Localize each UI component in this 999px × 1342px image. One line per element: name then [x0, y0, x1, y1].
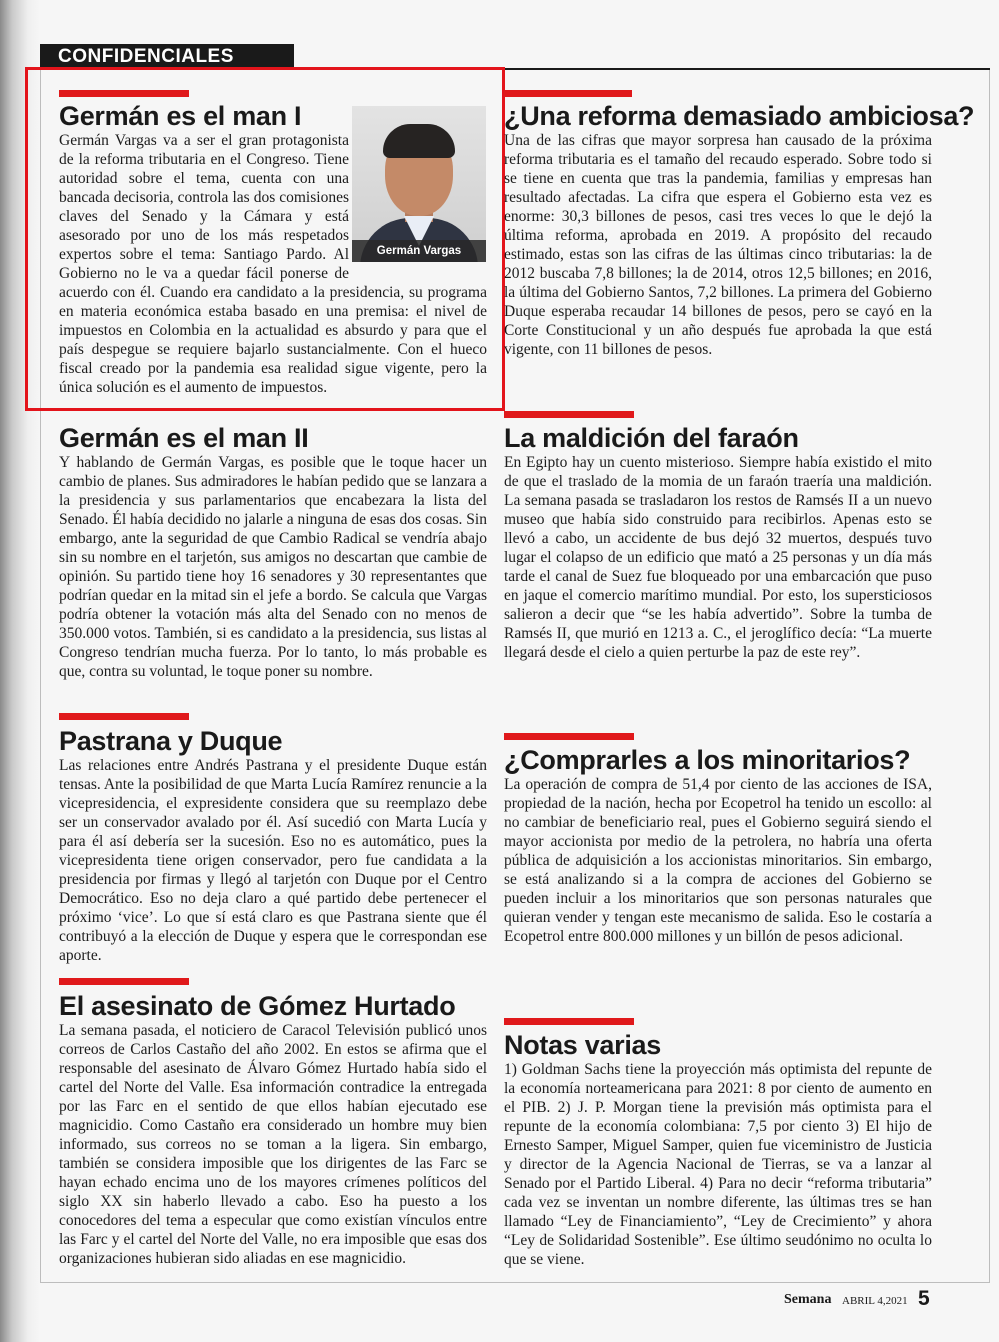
magazine-name: Semana: [784, 1292, 832, 1307]
article-title: ¿Una reforma demasiado ambiciosa?: [504, 101, 975, 131]
accent-bar: [504, 90, 632, 97]
page-number: 5: [918, 1287, 930, 1310]
article-body: En Egipto hay un cuento misterioso. Siempre había existido el mito de que el traslado de la momia de un faraón traería una maldición. La semana pasada se trasladaron los restos de Ramsés II a un nuevo museo que había sido construido para recibirlos. Apenas esto se llevó a cabo, un accidente de bus dejó 32 muertos, después tuvo lugar el colapso de un edificio que mató a 25 personas y un día más tarde el canal de Suez fue bloqueado por una embarcación que puso en jaque el comercio marítimo mundial. Por esto, los supersticiosos salieron a decir que “se les había advertido”. Sobre la tumba de Ramsés II, que murió en 1213 a. C., el jeroglífico decía: “La muerte llegará desde el cielo a quien perturbe la paz de este rey”.: [504, 454, 932, 661]
article-body: 1) Goldman Sachs tiene la proyección más optimista del repunte de la economía norteamericana para 2021: 8 por ciento de aumento en el PIB. 2) J. P. Morgan tiene la previsión más optimista para el repunte de la economía colombiana: 7,5 por ciento 3) El hijo de Ernesto Samper, Miguel Samper, quien fue viceministro de Justicia y director de la Agencia Nacional de Tierras, se va a lanzar al Senado por el Partido Liberal. 4) Para no decir “reforma tributaria” cada vez se inventan un nombre diferente, las últimas tres se han llamado “Ley de Financiamiento”, “Ley de Crecimiento” y ahora “Ley de Solidaridad Sostenible”. Ese último seudónimo no oculta lo que se viene.: [504, 1061, 932, 1268]
article-title: Notas varias: [504, 1030, 661, 1060]
article-body: Una de las cifras que mayor sorpresa han causado de la próxima reforma tributaria es el tamaño del recaudo esperado. Sobre todo si se tiene en cuenta que tras la pandemia, familias y empresas han resultado afectadas. La cifra que espera el Gobierno esta vez es enorme: 30,3 billones de pesos, casi tres veces lo que le dejó la última reforma, aprobada en 2019. A propósito del recaudo estimado, estas son las cifras de las últimas cinco tributarias: la de 2012 buscaba 7,8 billones; la de 2014, otros 12,5 billones; en 2016, la última del Gobierno Santos, 7,2 billones. La primera del Gobierno Duque esperaba recaudar 14 billones de pesos, pero se cayó en la Corte Constitucional y un año después fue aprobada la que está vigente, con 11 billones de pesos.: [504, 132, 932, 358]
accent-bar: [59, 713, 189, 720]
accent-bar: [59, 978, 189, 985]
article-body: La operación de compra de 51,4 por ciento de las acciones de ISA, propiedad de la nación, hecha por Ecopetrol ha tenido un escollo: al no cambiar de beneficiario real, pues el Gobierno seguirá siendo el mayor accionista por medio de la petrolera, no habría una oferta pública de adquisición a los accionistas minoritarios. Sin embargo, se está analizando si a la compra de acciones del Gobierno se pueden incluir a los minoritarios que son personas naturales que quieran vender y tengan este mecanismo de salida. Eso le costaría a Ecopetrol entre 800.000 millones y un billón de pesos adicional.: [504, 776, 932, 945]
accent-bar: [504, 1018, 634, 1025]
photo-caption: Germán Vargas: [352, 240, 486, 262]
article-body: Las relaciones entre Andrés Pastrana y el presidente Duque están tensas. Ante la posibilidad de que Marta Lucía Ramírez renuncie a la vicepresidencia, el expresidente considera que su reemplazo debe ser un conservador avalado por él. Así sucedió con Marta Lucía y para él así debería ser la sucesión. Eso no es automático, pues la vicepresidenta tiene origen conservador, pero fue candidata a la presidencia por firmas y llegó al tarjetón con Duque por el Centro Democrático. Eso no deja claro a qué partido debe pertenecer el próximo ‘vice’. Lo que sí está claro es que Pastrana siente que él contribuyó a la elección de Duque y espera que le correspondan ese aporte.: [59, 757, 487, 964]
article-title: La maldición del faraón: [504, 423, 799, 453]
issue-date: ABRIL 4,2021: [842, 1295, 908, 1307]
article-body: La semana pasada, el noticiero de Caracol Televisión publicó unos correos de Carlos Castaño del año 2002. En estos se afirma que el responsable del asesinato de Álvaro Gómez Hurtado había sido el cartel del Norte del Valle. Esa información contradice la entregada por las Farc en el sentido de que ellos habían ejecutado ese magnicidio. Como Castaño era considerado un hombre muy bien informado, sus correos no se toman a la ligera. Sin embargo, también se considera imposible que los dirigentes de las Farc se hayan echado encima uno de los mayores crímenes políticos del siglo XX sin haberlo llevado a cabo. Eso ha puesto a los conocedores del tema a especular que como existían vínculos entre las Farc y el cartel del Norte del Valle, no era imposible que esas dos organizaciones hubieran sido aliadas en ese magnicidio.: [59, 1022, 487, 1267]
article-title: Pastrana y Duque: [59, 726, 283, 756]
accent-bar: [504, 411, 634, 418]
article-text: Germán Vargas va a ser el gran protagonista de la reforma tributaria en el Congreso. Tiene autoridad sobre el tema, cuenta con una bancada decisoria, controla las dos comisiones claves del Senado y la Cámara y está asesorado por uno de los más respetados expertos sobre el tema: Santiago Pardo. Al Gobierno no le va a quedar fácil ponerse de acuerdo con él. Cuando era candidato a la presidencia, su programa en materia económica estaba basado en una premisa: el nivel de impuestos en Colombia en la actualidad es absurdo y para que el país despegue se requiere bajarlo sustancialmente. Con el hueco fiscal creado por la pandemia esa realidad sigue vigente, pero la única solución es el aumento de impuestos.: [59, 132, 487, 396]
section-label: CONFIDENCIALES: [40, 44, 294, 70]
highlight-box: [25, 67, 505, 411]
accent-bar: [504, 733, 634, 740]
article-body: Y hablando de Germán Vargas, es posible que le toque hacer un cambio de planes. Sus admiradores le habían pedido que se lanzara a la presidencia y sus parlamentarios que encabezara la lista del Senado. Él había decidido no jalarle a ninguna de esas dos cosas. Sin embargo, ante la seguridad de que Cambio Radical se vendría abajo sin su nombre en el tarjetón, sus amigos no descartan que cambie de opinión. Su partido tiene hoy 16 senadores y 30 representantes que podrían quedar en la mitad sin el jefe a bordo. Se calcula que Vargas podría obtener la votación más alta del Senado con no menos de 350.000 votos. También, si es candidato a la presidencia, sus listas al Congreso tendrían mucha fuerza. Por lo tanto, lo más probable es que, contra su voluntad, le toque poner su nombre.: [59, 454, 487, 680]
article-title: Germán es el man II: [59, 423, 309, 453]
article-title: Germán es el man I: [59, 101, 302, 131]
article-title: ¿Comprarles a los minoritarios?: [504, 745, 911, 775]
article-title: El asesinato de Gómez Hurtado: [59, 991, 456, 1021]
